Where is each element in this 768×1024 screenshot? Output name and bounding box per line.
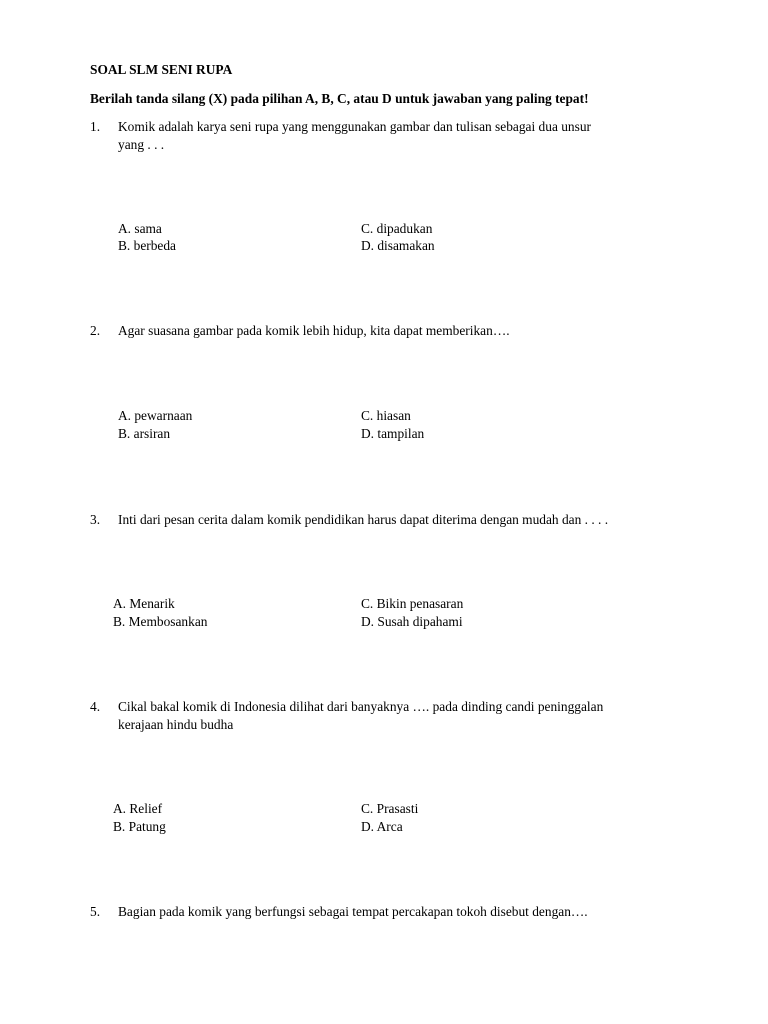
option-c: C. Bikin penasaran	[361, 596, 464, 611]
option-d: D. Susah dipahami	[361, 614, 463, 629]
option-b: B. Patung	[113, 819, 166, 834]
option-a: A. Relief	[113, 801, 163, 816]
option-d: D. tampilan	[361, 426, 425, 441]
question-text-line: Cikal bakal komik di Indonesia dilihat dari banyaknya …. pada dinding candi peninggalan	[118, 699, 604, 714]
option-c: C. Prasasti	[361, 801, 419, 816]
question-text-line: Komik adalah karya seni rupa yang menggunakan gambar dan tulisan sebagai dua unsur	[118, 119, 591, 134]
question-text-line: yang . . .	[118, 137, 165, 152]
page-title: SOAL SLM SENI RUPA	[90, 62, 233, 77]
question-text-line: Bagian pada komik yang berfungsi sebagai tempat percakapan tokoh disebut dengan….	[118, 904, 588, 919]
option-c: C. hiasan	[361, 408, 411, 423]
question-number: 1.	[90, 119, 101, 134]
option-c: C. dipadukan	[361, 221, 433, 236]
option-a: A. pewarnaan	[118, 408, 193, 423]
question-text-line: Agar suasana gambar pada komik lebih hidup, kita dapat memberikan….	[118, 323, 510, 338]
question-number: 5.	[90, 904, 101, 919]
question-number: 2.	[90, 323, 101, 338]
option-d: D. disamakan	[361, 238, 435, 253]
option-a: A. sama	[118, 221, 162, 236]
option-b: B. berbeda	[118, 238, 177, 253]
option-b: B. arsiran	[118, 426, 171, 441]
question-number: 4.	[90, 699, 101, 714]
question-text-line: Inti dari pesan cerita dalam komik pendidikan harus dapat diterima dengan mudah dan . . . .	[118, 512, 609, 527]
question-number: 3.	[90, 512, 101, 527]
option-d: D. Arca	[361, 819, 403, 834]
option-b: B. Membosankan	[113, 614, 208, 629]
option-a: A. Menarik	[113, 596, 175, 611]
instruction-text: Berilah tanda silang (X) pada pilihan A, B, C, atau D untuk jawaban yang paling tepat!	[90, 91, 589, 106]
question-text-line: kerajaan hindu budha	[118, 717, 234, 732]
